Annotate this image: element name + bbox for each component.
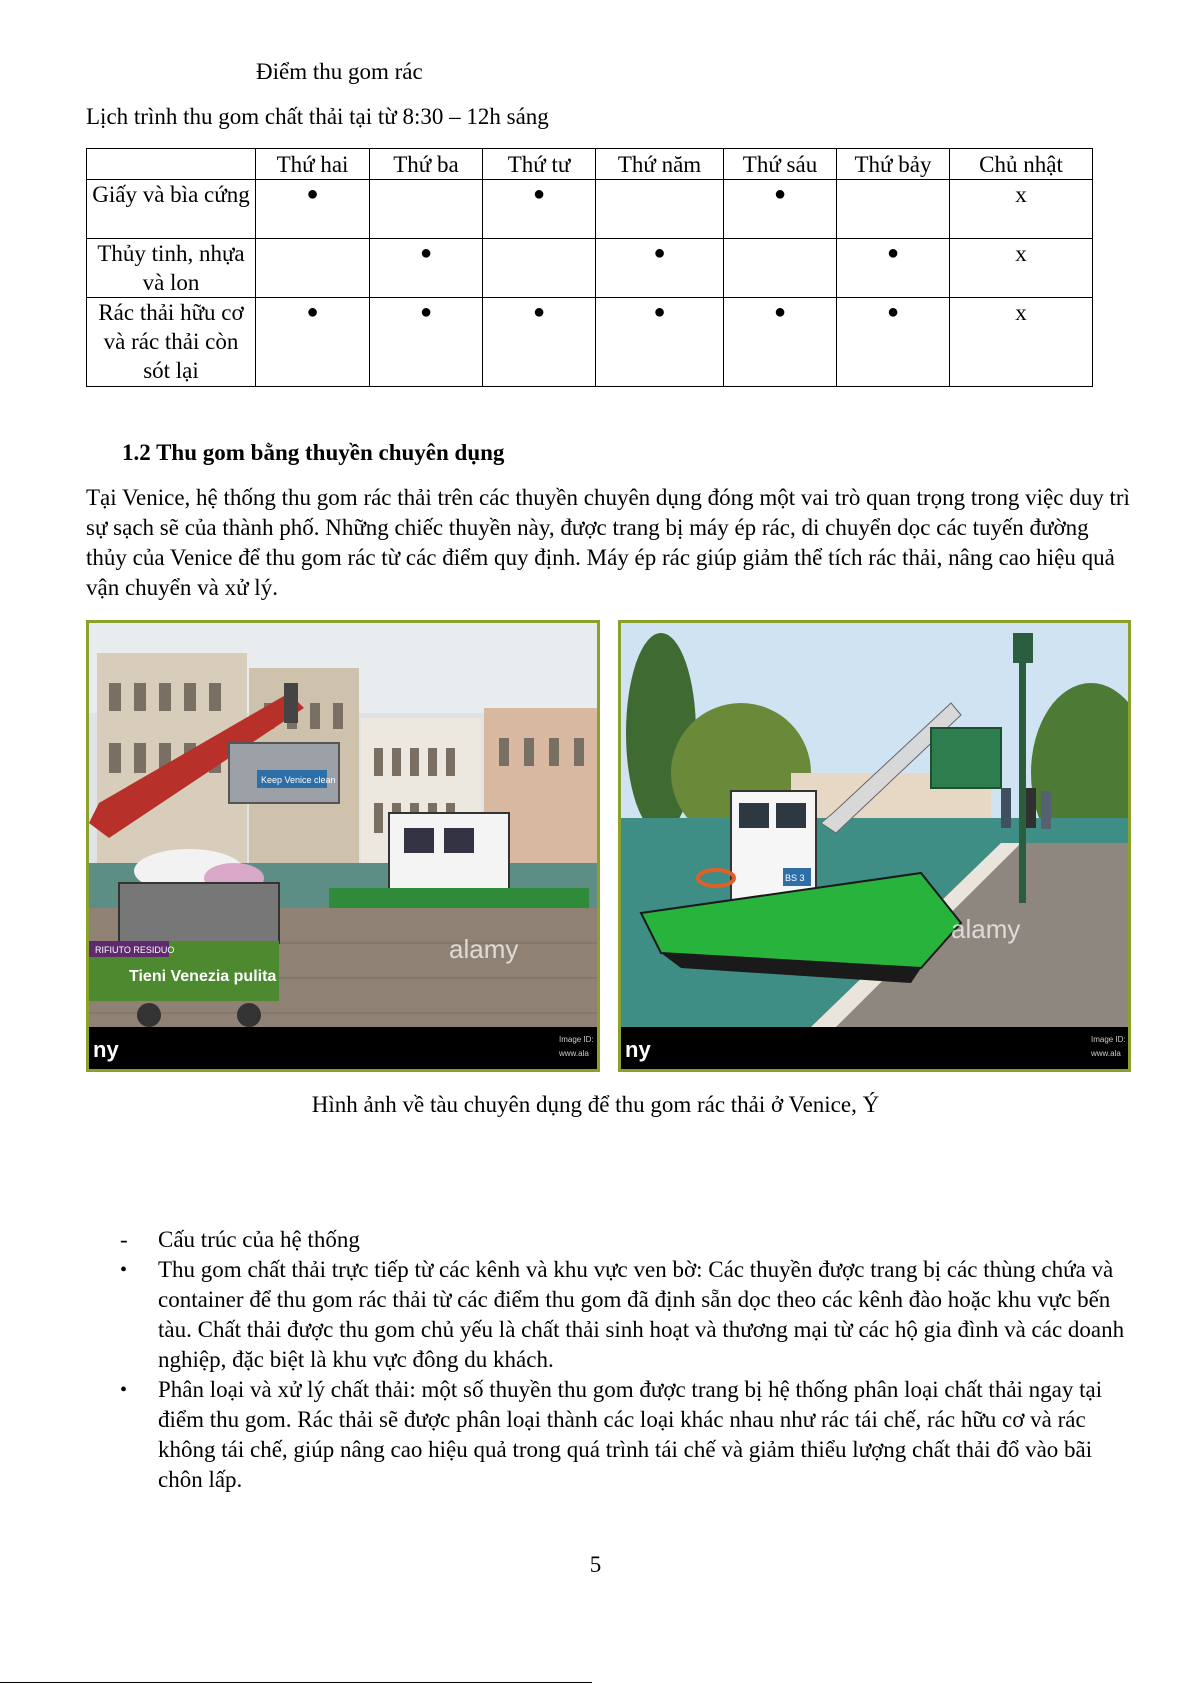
schedule-cell: x [950,298,1093,387]
day-header: Thứ hai [256,149,370,180]
table-header-row [87,149,1093,180]
page-number: 5 [589,1552,602,1577]
schedule-cell: ● [370,298,483,387]
watermark-text: alamy [951,914,1021,944]
photo-1-illustration [89,623,597,1069]
schedule-cell: ● [370,239,483,298]
photo-2-illustration [621,623,1128,1069]
table-row [87,180,1093,239]
schedule-cell: ● [837,239,950,298]
waste-type-label: Giấy và bìa cứng [87,180,256,239]
sign-text: Keep Venice clean [261,775,336,785]
section-heading: 1.2 Thu gom bằng thuyền chuyên dụng [122,440,505,465]
corner-logo-text: ny [625,1037,651,1062]
list-intro [86,1225,1131,1255]
schedule-cell: ● [724,298,837,387]
schedule-cell: ● [596,298,724,387]
schedule-cell [483,239,596,298]
system-structure-list [86,1225,1131,1495]
day-header: Thứ năm [596,149,724,180]
table-row [87,239,1093,298]
table-corner-cell [87,149,256,180]
bullet-icon: • [120,1259,128,1281]
collection-point-caption: Điểm thu gom rác [256,59,423,84]
schedule-cell: ● [483,298,596,387]
schedule-cell: x [950,180,1093,239]
venice-garbage-boat-photo-2 [618,620,1131,1072]
cart-label-1: RIFIUTO RESIDUO [95,945,175,955]
venice-garbage-boat-photo-1 [86,620,600,1072]
day-header: Chủ nhật [950,149,1093,180]
schedule-title: Lịch trình thu gom chất thải tại từ 8:30 – 12h sáng [86,104,549,129]
bullet-icon: • [120,1379,128,1401]
section-paragraph: Tại Venice, hệ thống thu gom rác thải trên các thuyền chuyên dụng đóng một vai trò quan trọng trong việc duy trì sự sạch sẽ của thành phố. Những chiếc thuyền này, được trang bị máy ép rác, di chuyển dọc các tuyến đường thủy của Venice để thu gom rác từ các điểm quy định. Máy ép rác giúp giảm thể tích rác thải, nâng cao hiệu quả vận chuyển và xử lý. [86,485,1130,600]
schedule-cell [596,180,724,239]
image-id-label: Image ID: [559,1035,594,1044]
day-header: Thứ tư [483,149,596,180]
day-header: Thứ ba [370,149,483,180]
watermark-text: alamy [449,934,519,964]
schedule-cell: ● [256,298,370,387]
image-id-label: Image ID: [1091,1035,1126,1044]
schedule-cell [724,239,837,298]
site-label: www.ala [559,1049,589,1058]
schedule-cell [370,180,483,239]
list-item [86,1255,1131,1375]
schedule-cell: ● [256,180,370,239]
schedule-cell: ● [483,180,596,239]
cart-label-2: Tieni Venezia pulita [129,968,277,985]
schedule-cell: ● [596,239,724,298]
waste-type-label: Rác thải hữu cơ và rác thải còn sót lại [87,298,256,387]
corner-logo-text: ny [93,1037,119,1062]
figure-caption: Hình ảnh về tàu chuyên dụng để thu gom rác thải ở Venice, Ý [311,1092,880,1117]
boat-id-text: BS 3 [785,873,805,883]
list-intro-text: Cấu trúc của hệ thống [158,1227,360,1252]
schedule-cell: ● [724,180,837,239]
dash-marker: - [120,1227,128,1252]
schedule-cell [837,180,950,239]
footer-divider [0,1682,592,1683]
schedule-cell: ● [837,298,950,387]
waste-type-label: Thủy tinh, nhựa và lon [87,239,256,298]
schedule-cell: x [950,239,1093,298]
list-item-text: Thu gom chất thải trực tiếp từ các kênh và khu vực ven bờ: Các thuyền được trang bị các thùng chứa và container để thu gom rác thải từ các điểm thu gom đã định sẵn dọc theo các kênh đào hoặc khu vực bến tàu. Chất thải được thu gom chủ yếu là chất thải sinh hoạt và thương mại từ các hộ gia đình và các doanh nghiệp, đặc biệt là khu vực đông du khách. [158,1257,1125,1372]
list-item-text: Phân loại và xử lý chất thải: một số thuyền thu gom được trang bị hệ thống phân loại chất thải ngay tại điểm thu gom. Rác thải sẽ được phân loại thành các loại khác nhau như rác tái chế, rác hữu cơ và rác không tái chế, giúp nâng cao hiệu quả trong quá trình tái chế và giảm thiểu lượng chất thải đổ vào bãi chôn lấp. [158,1377,1103,1492]
day-header: Thứ sáu [724,149,837,180]
schedule-cell [256,239,370,298]
day-header: Thứ bảy [837,149,950,180]
collection-schedule-table [86,148,1093,387]
site-label: www.ala [1091,1049,1121,1058]
table-row [87,298,1093,387]
list-item [86,1375,1131,1495]
